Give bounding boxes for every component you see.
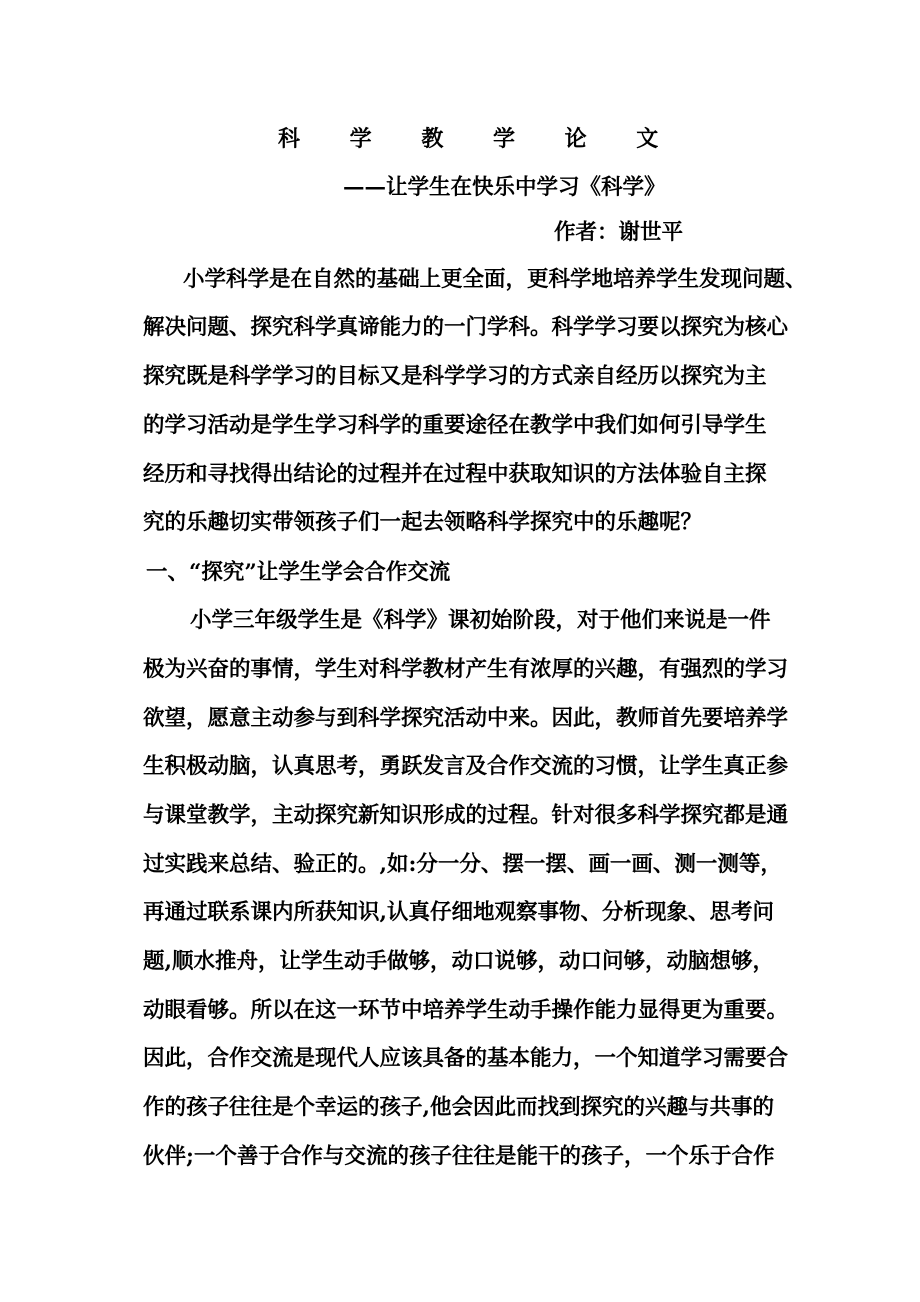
paragraph-line: 欲望，愿意主动参与到科学探究活动中来。因此，教师首先要培养学 bbox=[143, 706, 789, 731]
paragraph-line: 究的乐趣切实带领孩子们一起去领略科学探究中的乐趣呢？ bbox=[143, 510, 703, 535]
paragraph-line: 生积极动脑，认真思考，勇跃发言及合作交流的习惯，让学生真正参 bbox=[143, 754, 789, 779]
section-heading: 一、“探究”让学生学会合作交流 bbox=[146, 560, 451, 585]
paragraph-line: 解决问题、探究科学真谛能力的一门学科。科学学习要以探究为核心 bbox=[143, 315, 789, 340]
paragraph-line: 探究既是科学学习的目标又是科学学习的方式亲自经历以探究为主 bbox=[143, 364, 767, 389]
paragraph-line: 作的孩子往往是个幸运的孩子,他会因此而找到探究的兴趣与共事的 bbox=[143, 1095, 774, 1120]
paragraph-line: 极为兴奋的事情，学生对科学教材产生有浓厚的兴趣，有强烈的学习 bbox=[143, 657, 789, 682]
paragraph-line: 小学三年级学生是《科学》课初始阶段，对于他们来说是一件 bbox=[190, 608, 771, 633]
document-title: 科 学 教 学 论 文 bbox=[278, 126, 680, 152]
paragraph-line: 的学习活动是学生学习科学的重要途径在教学中我们如何引导学生 bbox=[143, 413, 767, 438]
document-subtitle: ——让学生在快乐中学习《科学》 bbox=[343, 175, 666, 200]
paragraph-line: 与课堂教学，主动探究新知识形成的过程。针对很多科学探究都是通 bbox=[143, 803, 789, 828]
paragraph-line: 伙伴;一个善于合作与交流的孩子往往是能干的孩子，一个乐于合作 bbox=[143, 1144, 775, 1169]
paragraph-line: 题,顺水推舟，让学生动手做够，动口说够，动口问够，动脑想够， bbox=[143, 949, 774, 974]
paragraph-line: 过实践来总结、验正的。,如:分一分、摆一摆、画一画、测一测等， bbox=[143, 852, 782, 877]
paragraph-line: 动眼看够。所以在这一环节中培养学生动手操作能力显得更为重要。 bbox=[143, 998, 789, 1023]
paragraph-line: 小学科学是在自然的基础上更全面，更科学地培养学生发现问题、 bbox=[183, 267, 807, 292]
author-line: 作者：谢世平 bbox=[554, 220, 684, 245]
paragraph-line: 因此，合作交流是现代人应该具备的基本能力，一个知道学习需要合 bbox=[143, 1046, 789, 1071]
paragraph-line: 经历和寻找得出结论的过程并在过程中获取知识的方法体验自主探 bbox=[143, 462, 767, 487]
paragraph-line: 再通过联系课内所获知识,认真仔细地观察事物、分析现象、思考问 bbox=[143, 900, 774, 925]
